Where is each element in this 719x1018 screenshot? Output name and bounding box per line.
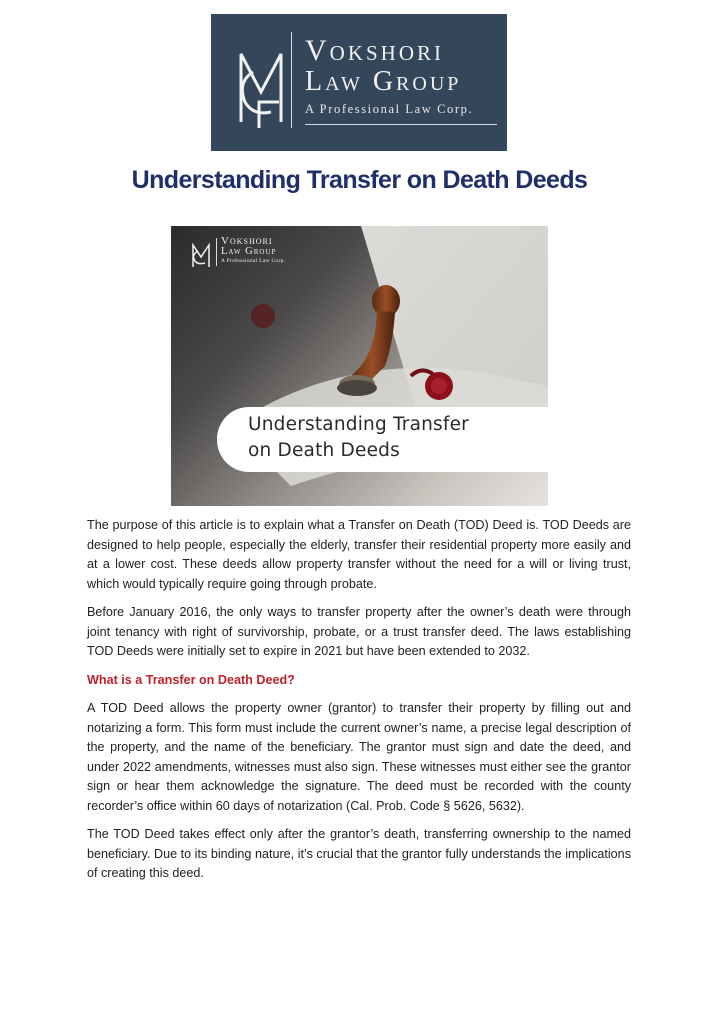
- hero-monogram-icon: [189, 239, 213, 269]
- hero-logo-tagline: A Professional Law Corp.: [221, 258, 286, 264]
- paragraph-intro: The purpose of this article is to explain what a Transfer on Death (TOD) Deed is. TOD Deeds are designed to help people, especially the elderly, transfer their residential property more easily and at a lower cost. These deeds allow property transfer without the need for a will or living trust, which would typically require going through probate.: [87, 518, 631, 591]
- paragraph-history: Before January 2016, the only ways to transfer property after the owner’s death were through joint tenancy with right of survivorship, probate, or a trust transfer deed. The laws establishing TOD Deeds were initially set to expire in 2021 but have been extended to 2032.: [87, 605, 631, 658]
- paragraph-requirements: A TOD Deed allows the property owner (grantor) to transfer their property by filling out and notarizing a form. This form must include the current owner’s name, a precise legal description of the property, and the name of the beneficiary. The grantor must sign and date the deed, and under 2022 amendments, witnesses must also sign. These witnesses must either see the grantor sign or hear them acknowledge the signature. The deed must be recorded with the county recorder’s office within 60 days of notarization (Cal. Prob. Code § 5626, 5632).: [87, 701, 631, 813]
- logo-divider: [291, 32, 292, 128]
- logo-name-line1: Vokshori: [305, 34, 445, 67]
- logo-name-line2: Law Group: [305, 66, 462, 97]
- hero-image: [171, 226, 548, 506]
- firm-logo: [211, 14, 507, 151]
- monogram-icon: [231, 32, 293, 130]
- logo-underline: [305, 124, 497, 125]
- page-title: Understanding Transfer on Death Deeds: [131, 166, 588, 194]
- hero-logo-line2: Law Group: [221, 246, 277, 257]
- hero-banner-line2: on Death Deeds: [248, 440, 400, 461]
- paragraph-effect: The TOD Deed takes effect only after the grantor’s death, transferring ownership to the named beneficiary. Due to its binding nature, it’s crucial that the grantor fully understands the implications of creating this deed.: [87, 827, 631, 880]
- hero-banner-line1: Understanding Transfer: [248, 414, 469, 435]
- section-heading: What is a Transfer on Death Deed?: [87, 672, 295, 687]
- hero-logo-line1: Vokshori: [221, 235, 273, 247]
- hero-logo-divider: [216, 238, 217, 266]
- logo-tagline: A Professional Law Corp.: [305, 102, 474, 116]
- article-body: [87, 516, 631, 893]
